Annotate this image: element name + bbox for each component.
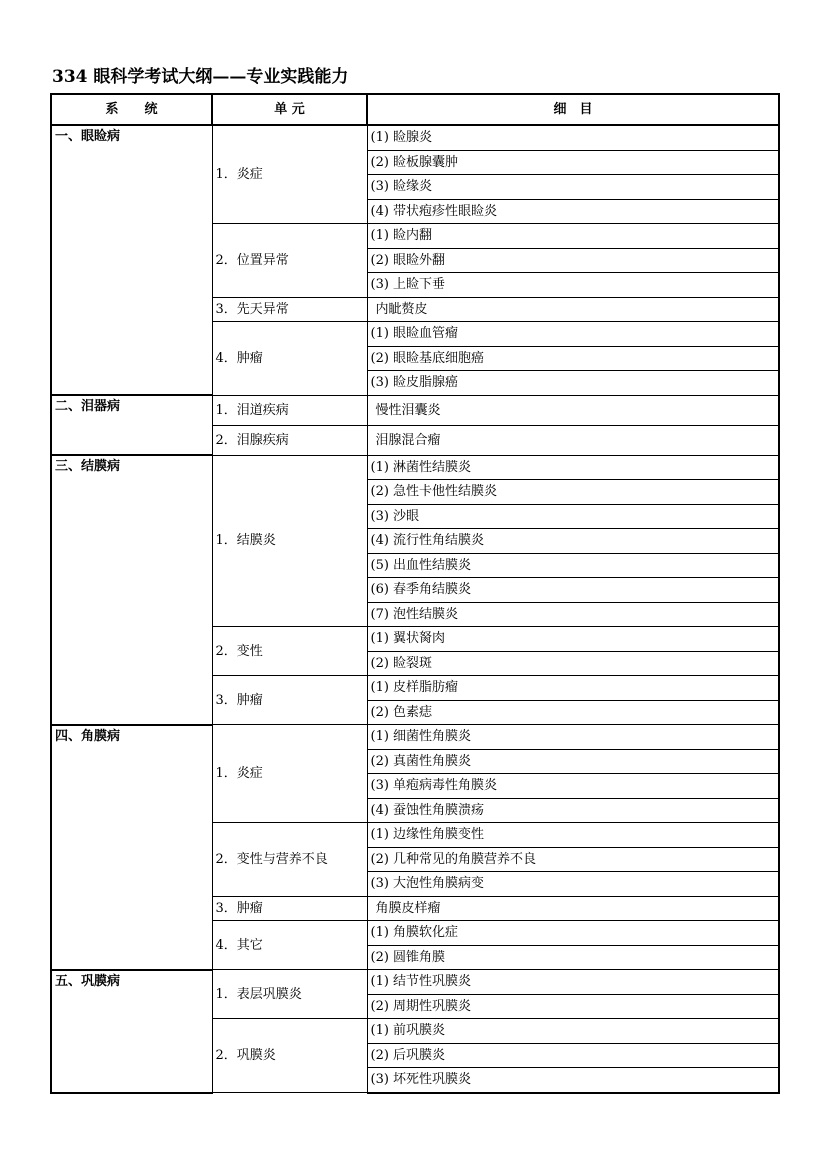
table-body (51, 125, 779, 1093)
system-cell: 三、结膜病 (51, 455, 212, 725)
unit-cell: 3．肿瘤 (212, 676, 367, 725)
system-cell: 二、泪器病 (51, 395, 212, 455)
system-cell: 五、巩膜病 (51, 970, 212, 1093)
detail-cell: (2) 睑板腺囊肿 (367, 150, 779, 175)
detail-cell: (3) 睑皮脂腺癌 (367, 371, 779, 396)
detail-cell: (2) 圆锥角膜 (367, 945, 779, 970)
detail-cell: (2) 后巩膜炎 (367, 1043, 779, 1068)
detail-cell: (3) 大泡性角膜病变 (367, 872, 779, 897)
detail-cell: (2) 眼睑基底细胞癌 (367, 346, 779, 371)
unit-cell: 1．炎症 (212, 725, 367, 823)
system-cell: 一、眼睑病 (51, 125, 212, 395)
unit-cell: 1．泪道疾病 (212, 395, 367, 425)
detail-cell: 内眦赘皮 (367, 297, 779, 322)
detail-cell: (4) 蚕蚀性角膜溃疡 (367, 798, 779, 823)
unit-cell: 2．巩膜炎 (212, 1019, 367, 1093)
detail-cell: 慢性泪囊炎 (367, 395, 779, 425)
detail-cell: (7) 泡性结膜炎 (367, 602, 779, 627)
unit-cell: 1．结膜炎 (212, 455, 367, 627)
detail-cell: (1) 角膜软化症 (367, 921, 779, 946)
detail-cell: (2) 急性卡他性结膜炎 (367, 480, 779, 505)
unit-cell: 2．变性与营养不良 (212, 823, 367, 897)
detail-cell: (1) 眼睑血管瘤 (367, 322, 779, 347)
unit-cell: 4．肿瘤 (212, 322, 367, 396)
unit-cell: 2．位置异常 (212, 224, 367, 298)
detail-cell: (2) 眼睑外翻 (367, 248, 779, 273)
table-header-row (51, 94, 779, 125)
detail-cell: (4) 流行性角结膜炎 (367, 529, 779, 554)
syllabus-table (50, 93, 780, 1094)
detail-cell: (1) 睑腺炎 (367, 125, 779, 150)
document-title: 334 眼科学考试大纲——专业实践能力 (52, 67, 349, 87)
detail-cell: (1) 前巩膜炎 (367, 1019, 779, 1044)
unit-cell: 3．肿瘤 (212, 896, 367, 921)
detail-cell: (1) 边缘性角膜变性 (367, 823, 779, 848)
table-row (51, 455, 779, 480)
detail-cell: (3) 上睑下垂 (367, 273, 779, 298)
detail-cell: (2) 睑裂斑 (367, 651, 779, 676)
header-detail: 细 目 (367, 94, 779, 125)
unit-cell: 2．泪腺疾病 (212, 425, 367, 455)
detail-cell: (3) 沙眼 (367, 504, 779, 529)
detail-cell: (1) 淋菌性结膜炎 (367, 455, 779, 480)
detail-cell: (4) 带状疱疹性眼睑炎 (367, 199, 779, 224)
header-unit: 单 元 (212, 94, 367, 125)
unit-cell: 4．其它 (212, 921, 367, 970)
detail-cell: (6) 春季角结膜炎 (367, 578, 779, 603)
detail-cell: (5) 出血性结膜炎 (367, 553, 779, 578)
detail-cell: (3) 睑缘炎 (367, 175, 779, 200)
detail-cell: (1) 睑内翻 (367, 224, 779, 249)
unit-cell: 1．表层巩膜炎 (212, 970, 367, 1019)
detail-cell: (2) 几种常见的角膜营养不良 (367, 847, 779, 872)
detail-cell: (1) 细菌性角膜炎 (367, 725, 779, 750)
unit-cell: 1．炎症 (212, 125, 367, 224)
detail-cell: (2) 真菌性角膜炎 (367, 749, 779, 774)
unit-cell: 3．先天异常 (212, 297, 367, 322)
detail-cell: 泪腺混合瘤 (367, 425, 779, 455)
detail-cell: (1) 结节性巩膜炎 (367, 970, 779, 995)
detail-cell: (1) 皮样脂肪瘤 (367, 676, 779, 701)
detail-cell: 角膜皮样瘤 (367, 896, 779, 921)
detail-cell: (2) 色素痣 (367, 700, 779, 725)
table-row (51, 125, 779, 150)
detail-cell: (3) 坏死性巩膜炎 (367, 1068, 779, 1093)
table-row (51, 970, 779, 995)
system-cell: 四、角膜病 (51, 725, 212, 970)
detail-cell: (2) 周期性巩膜炎 (367, 994, 779, 1019)
unit-cell: 2．变性 (212, 627, 367, 676)
table-row (51, 395, 779, 425)
header-system: 系 统 (51, 94, 212, 125)
detail-cell: (3) 单疱病毒性角膜炎 (367, 774, 779, 799)
table-row (51, 725, 779, 750)
detail-cell: (1) 翼状胬肉 (367, 627, 779, 652)
